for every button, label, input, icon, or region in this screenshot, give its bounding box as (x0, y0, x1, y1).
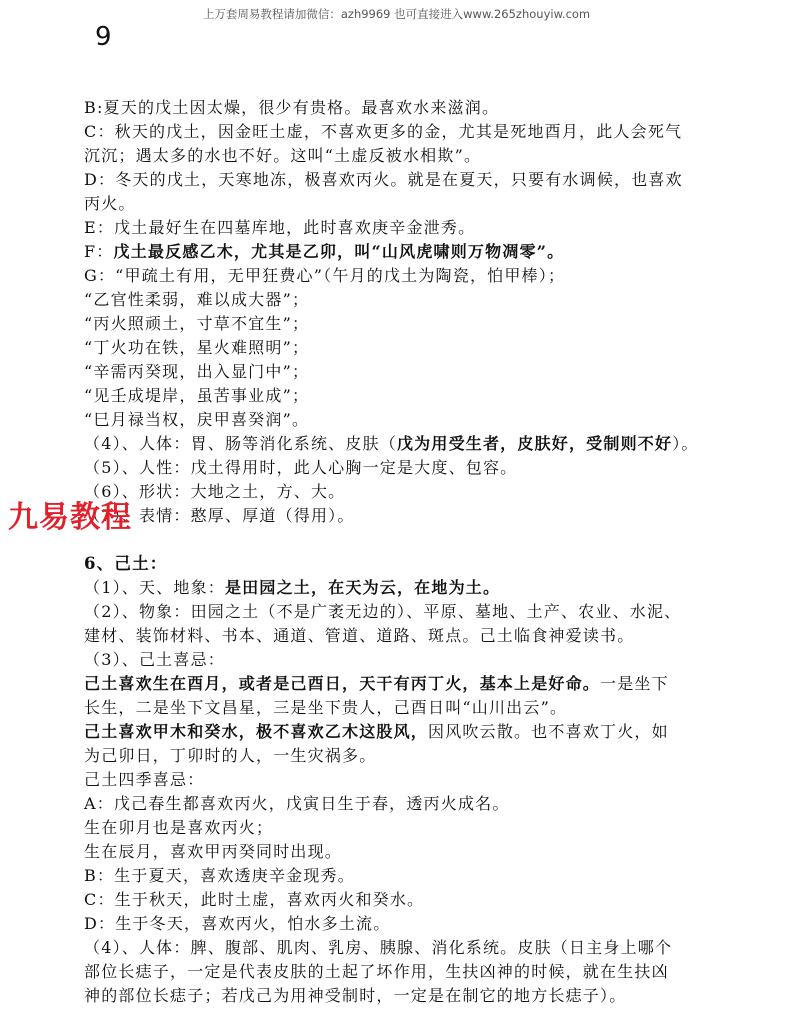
text-line: 生在辰月，喜欢甲丙癸同时出现。 (84, 842, 343, 861)
text-line: “辛需丙癸现，出入显门中”； (84, 362, 310, 381)
bold-text: 是田园之土，在天为云，在地为土。 (224, 578, 501, 597)
text-line: D：生于冬天，喜欢丙火，怕水多土流。 (84, 914, 391, 933)
text-line: （4）、人体：脾、腹部、肌肉、乳房、胰腺、消化系统。皮肤（日主身上哪个 (84, 938, 673, 957)
page-header-banner: 上万套周易教程请加微信：azh9969 也可直接进入www.265zhouyiw.com (202, 7, 591, 21)
text-line: 沉沉；遇太多的水也不好。这叫“土虚反被水相欺”。 (84, 146, 482, 165)
text-line: B：生于夏天，喜欢透庚辛金现秀。 (84, 866, 355, 885)
line-suffix: 因风吹云散。也不喜欢丁火，如 (428, 722, 669, 741)
bold-text: 己土喜欢甲木和癸水，极不喜欢乙木这股风， (84, 722, 429, 741)
bold-text: 戊土最反感乙木，尤其是乙卯，叫“山风虎啸则万物凋零”。 (113, 242, 565, 261)
text-line: C：生于秋天，此时土虚，喜欢丙火和癸水。 (84, 890, 425, 909)
text-line: “丁火功在铁，星火难照明”； (84, 338, 310, 357)
text-line: 建材、装饰材料、书本、通道、管道、道路、斑点。己土临食神爱读书。 (84, 626, 635, 645)
text-line: 长生，二是坐下文昌星，三是坐下贵人，己酉日叫“山川出云”。 (84, 698, 568, 717)
text-line: G：“甲疏土有用，无甲狂费心”（午月的戊土为陶瓷，怕甲棒）； (84, 266, 566, 285)
bold-text: 戊为用受生者，皮肤好，受制则不好 (396, 434, 673, 453)
text-line: 生在卯月也是喜欢丙火； (84, 818, 274, 837)
text-line: （3）、己土喜忌： (84, 650, 225, 669)
line-suffix: 一是坐下 (600, 674, 669, 693)
text-line: D：冬天的戊土，天寒地冻，极喜欢丙火。就是在夏天，只要有水调候，也喜欢 (84, 170, 683, 189)
line-prefix: F： (84, 242, 114, 261)
text-line: （6）、形状：大地之土，方、大。 (84, 482, 346, 501)
watermark-logo: 九易教程 (8, 500, 132, 535)
text-line: 部位长痣子，一定是代表皮肤的土起了坏作用，生扶凶神的时候，就在生扶凶 (84, 962, 669, 981)
section-title: 6、己土： (84, 554, 168, 573)
text-line (84, 576, 500, 600)
line-prefix: （1）、天、地象： (84, 578, 225, 597)
text-line: “巳月禄当权，戻甲喜癸润”。 (84, 410, 310, 429)
text-line: 为己卯日，丁卯时的人，一生灾祸多。 (84, 746, 377, 765)
text-line: “乙官性柔弱，难以成大器”； (84, 290, 310, 309)
text-line: （7）、表情：憨厚、厚道（得用）。 (84, 506, 355, 525)
text-line: （2）、物象：田园之土（不是广袤无边的）、平原、墓地、土产、农业、水泥、 (84, 602, 682, 621)
text-line: 丙火。 (84, 194, 136, 213)
text-line: （5）、人性：戊土得用时，此人心胸一定是大度、包容。 (84, 458, 518, 477)
text-line: 神的部位长痣子；若戊己为用神受制时，一定是在制它的地方长痣子）。 (84, 986, 627, 1005)
text-line: E：戊土最好生在四墓库地，此时喜欢庚辛金泄秀。 (84, 218, 476, 237)
text-line (84, 672, 669, 696)
bold-text: 己土喜欢生在酉月，或者是己酉日，天干有丙丁火，基本上是好命。 (84, 674, 601, 693)
text-line: “见壬成堤岸，虽苦事业成”； (84, 386, 310, 405)
text-line (84, 240, 564, 264)
page-number: 9 (95, 22, 112, 52)
text-line (84, 432, 699, 456)
line-prefix: （4）、人体：胃、肠等消化系统、皮肤（ (84, 434, 397, 453)
text-line (84, 720, 669, 744)
text-line: B:夏天的戊土因太燥，很少有贵格。最喜欢水来滋润。 (84, 98, 500, 117)
text-line: “丙火照顽土，寸草不宜生”； (84, 314, 310, 333)
text-line: C：秋天的戊土，因金旺土虚，不喜欢更多的金，尤其是死地酉月，此人会死气 (84, 122, 683, 141)
line-suffix: ）。 (672, 434, 699, 453)
text-line: 己土四季喜忌： (84, 770, 205, 789)
text-line: A：戊己春生都喜欢丙火，戊寅日生于春，透丙火成名。 (84, 794, 510, 813)
